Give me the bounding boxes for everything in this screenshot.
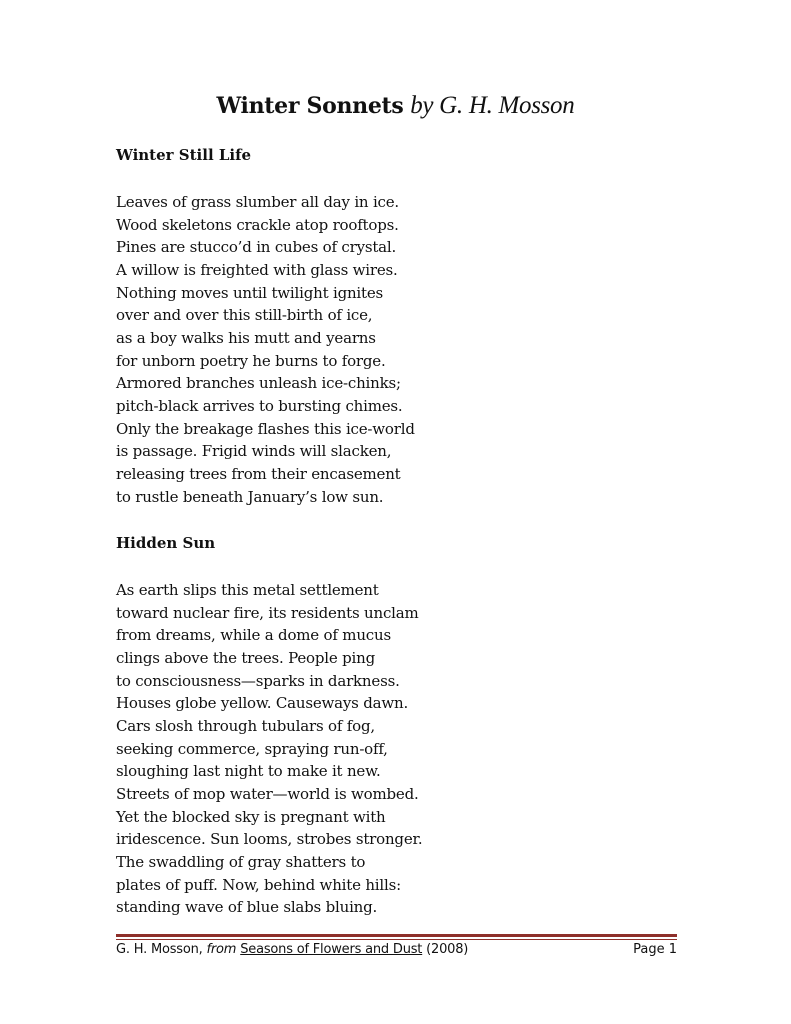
- footer-divider-thick: [116, 934, 677, 937]
- poem-line: clings above the trees. People ping: [116, 648, 375, 667]
- poem-line: toward nuclear fire, its residents unclam: [116, 603, 419, 622]
- document-title: [0, 92, 791, 120]
- poem-line: Houses globe yellow. Causeways dawn.: [116, 694, 409, 713]
- poem-line: iridescence. Sun looms, strobes stronger.: [116, 830, 423, 849]
- poem-line: as a boy walks his mutt and yearns: [116, 328, 376, 347]
- poem-line: As earth slips this metal settlement: [116, 581, 379, 599]
- poem-line: Streets of mop water—world is wombed.: [116, 784, 419, 803]
- poem-line: Leaves of grass slumber all day in ice.: [116, 193, 399, 211]
- footer-citation: [116, 942, 468, 957]
- poem-line: The swaddling of gray shatters to: [116, 852, 366, 871]
- poem-line: from dreams, while a dome of mucus: [116, 626, 391, 645]
- footer-divider-thin: [116, 939, 677, 940]
- poem-line: Nothing moves until twilight ignites: [116, 283, 384, 302]
- poem-line: to rustle beneath January’s low sun.: [116, 487, 384, 506]
- poem-line: Armored branches unleash ice-chinks;: [116, 374, 401, 393]
- poem-winter-still-life: [116, 144, 536, 508]
- footer-book-title: Seasons of Flowers and Dust: [240, 942, 423, 957]
- title-author: by G. H. Mosson: [410, 92, 575, 119]
- poem-line: is passage. Frigid winds will slacken,: [116, 442, 392, 461]
- poem-lines: [116, 579, 536, 919]
- poem-line: Cars slosh through tubulars of fog,: [116, 716, 375, 735]
- poem-line: A willow is freighted with glass wires.: [116, 260, 398, 279]
- poem-line: Wood skeletons crackle atop rooftops.: [116, 215, 399, 234]
- poem-line: seeking commerce, spraying run-off,: [116, 739, 388, 758]
- poem-line: sloughing last night to make it new.: [116, 762, 381, 781]
- footer-author: G. H. Mosson,: [116, 942, 207, 957]
- poem-line: Pines are stucco’d in cubes of crystal.: [116, 238, 397, 257]
- poem-hidden-sun: [116, 532, 536, 919]
- footer-year: (2008): [422, 942, 469, 957]
- poem-line: Only the breakage flashes this ice-world: [116, 419, 415, 438]
- page-number: Page 1: [633, 942, 677, 957]
- poem-title: Winter Still Life: [116, 146, 252, 164]
- poem-line: to consciousness—sparks in darkness.: [116, 671, 400, 690]
- page-footer: [116, 942, 677, 962]
- poem-line: Yet the blocked sky is pregnant with: [116, 807, 386, 826]
- poem-lines: [116, 191, 536, 508]
- poem-line: plates of puff. Now, behind white hills:: [116, 875, 401, 894]
- title-main: Winter Sonnets: [216, 93, 404, 119]
- poem-title: Hidden Sun: [116, 534, 216, 552]
- footer-from: from: [206, 942, 237, 957]
- poem-line: releasing trees from their encasement: [116, 464, 401, 483]
- poem-line: pitch-black arrives to bursting chimes.: [116, 396, 403, 415]
- poem-line: over and over this still-birth of ice,: [116, 306, 373, 325]
- poem-line: standing wave of blue slabs bluing.: [116, 898, 378, 917]
- poem-line: for unborn poetry he burns to forge.: [116, 351, 386, 370]
